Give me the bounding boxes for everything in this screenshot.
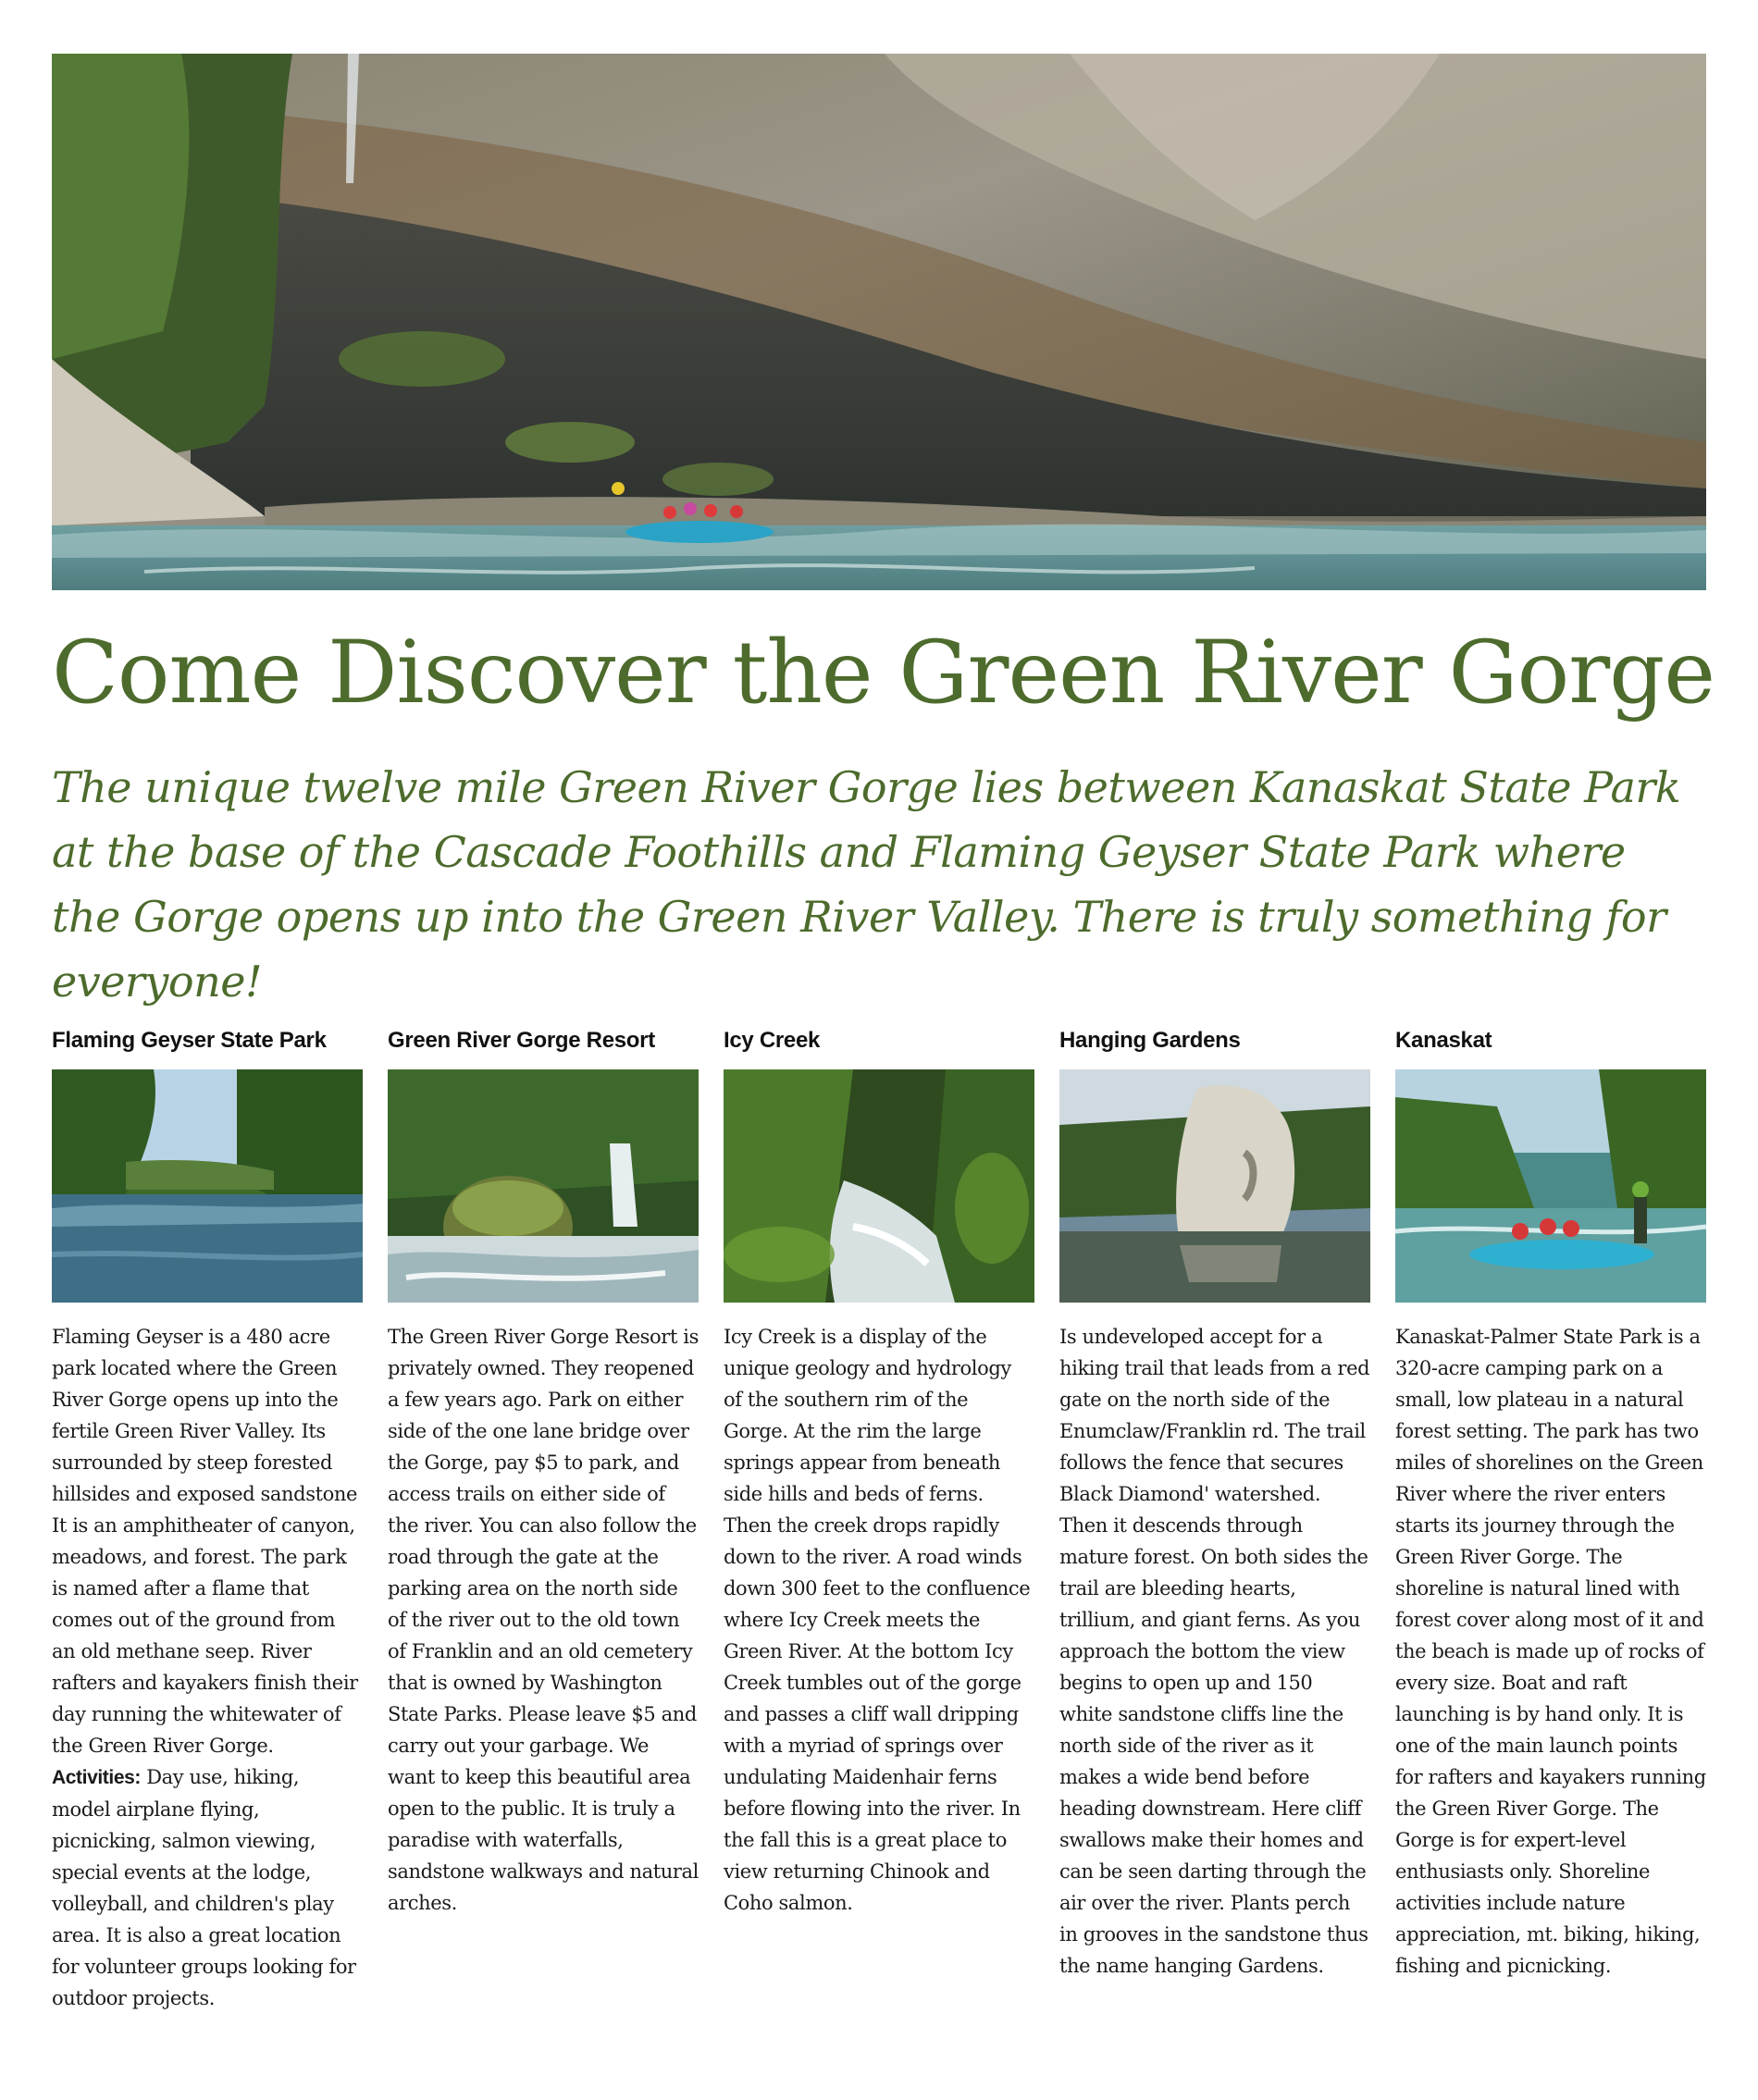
column-heading: Kanaskat (1395, 1028, 1492, 1053)
hanging-gardens-photo (1059, 1069, 1370, 1303)
column-kanaskat (1395, 1027, 1706, 1982)
gorge-resort-photo (388, 1069, 699, 1303)
flaming-geyser-photo (52, 1069, 363, 1303)
hero-photo (52, 54, 1706, 590)
column-hanging-gardens (1059, 1027, 1370, 1982)
column-green-river-gorge-resort (388, 1027, 699, 1919)
column-heading: Flaming Geyser State Park (52, 1028, 327, 1053)
column-text: Flaming Geyser is a 480 acre park located where the Green River Gorge opens up into the fertile Green River Valley. Its surrounded by steep forested hillsides and exposed sandstone It is an amphitheater of canyon, meadows, and forest. The park is named after a flame that comes out of the ground from an old methane seep. River rafters and kayakers finish their day running the whitewater of the Green River Gorge. Activities: Day use, hiking, model airplane flying, picnicking, salmon viewing, special events at the lodge, volleyball, and children's play area. It is also a great location for volunteer groups looking for outdoor projects. (52, 1326, 358, 2009)
column-text: Is undeveloped accept for a hiking trail that leads from a red gate on the north side of the Enumclaw/Franklin rd. The trail follows the fence that secures Black Diamond' watershed. Then it descends through mature forest. On both sides the trail are bleeding hearts, trillium, and giant ferns. As you approach the bottom the view begins to open up and 150 white sandstone cliffs line the north side of the river as it makes a wide bend before heading downstream. Here cliff swallows make their homes and can be seen darting through the air over the river. Plants perch in grooves in the sandstone thus the name hanging Gardens. (1059, 1326, 1370, 1977)
column-heading: Green River Gorge Resort (388, 1028, 655, 1053)
column-heading: Icy Creek (724, 1028, 821, 1053)
column-text: The Green River Gorge Resort is privately owned. They reopened a few years ago. Park on either side of the one lane bridge over the Gorge, pay $5 to park, and access trails on either side of the river. You can also follow the road through the gate at the parking area on the north side of the river out to the old town of Franklin and an old cemetery that is owned by Washington State Parks. Please leave $5 and carry out your garbage. We want to keep this beautiful area open to the public. It is truly a paradise with waterfalls, sandstone walkways and natural arches. (388, 1326, 699, 1914)
column-flaming-geyser (52, 1027, 363, 2014)
activities-label: Activities: (52, 1767, 141, 1788)
icy-creek-photo (724, 1069, 1034, 1303)
feature-columns (52, 1027, 1706, 2054)
column-text: Icy Creek is a display of the unique geology and hydrology of the southern rim of the Gorge. At the rim the large springs appear from beneath side hills and beds of ferns. Then the creek drops rapidly down to the river. A road winds down 300 feet to the confluence where Icy Creek meets the Green River. At the bottom Icy Creek tumbles out of the gorge and passes a cliff wall dripping with a myriad of springs over undulating Maidenhair ferns before flowing into the river. In the fall this is a great place to view returning Chinook and Coho salmon. (724, 1326, 1031, 1914)
kanaskat-photo (1395, 1069, 1706, 1303)
column-text: Kanaskat-Palmer State Park is a 320-acre camping park on a small, low plateau in a natural forest setting. The park has two miles of shorelines on the Green River where the river enters starts its journey through the Green River Gorge. The shoreline is natural lined with forest cover along most of it and the beach is made up of rocks of every size. Boat and raft launching is by hand only. It is one of the main launch points for rafters and kayakers running the Green River Gorge. The Gorge is for expert-level enthusiasts only. Shoreline activities include nature appreciation, mt. biking, hiking, fishing and picnicking. (1395, 1326, 1706, 1977)
column-heading: Hanging Gardens (1059, 1028, 1241, 1053)
column-icy-creek (724, 1027, 1034, 1919)
page-title: Come Discover the Green River Gorge (52, 623, 1715, 723)
page-subtitle: The unique twelve mile Green River Gorge lies between Kanaskat State Park at the base of the Cascade Foothills and Flaming Geyser State Park where the Gorge opens up into the Green River Valley. There is truly something for everyone! (52, 762, 1681, 1007)
